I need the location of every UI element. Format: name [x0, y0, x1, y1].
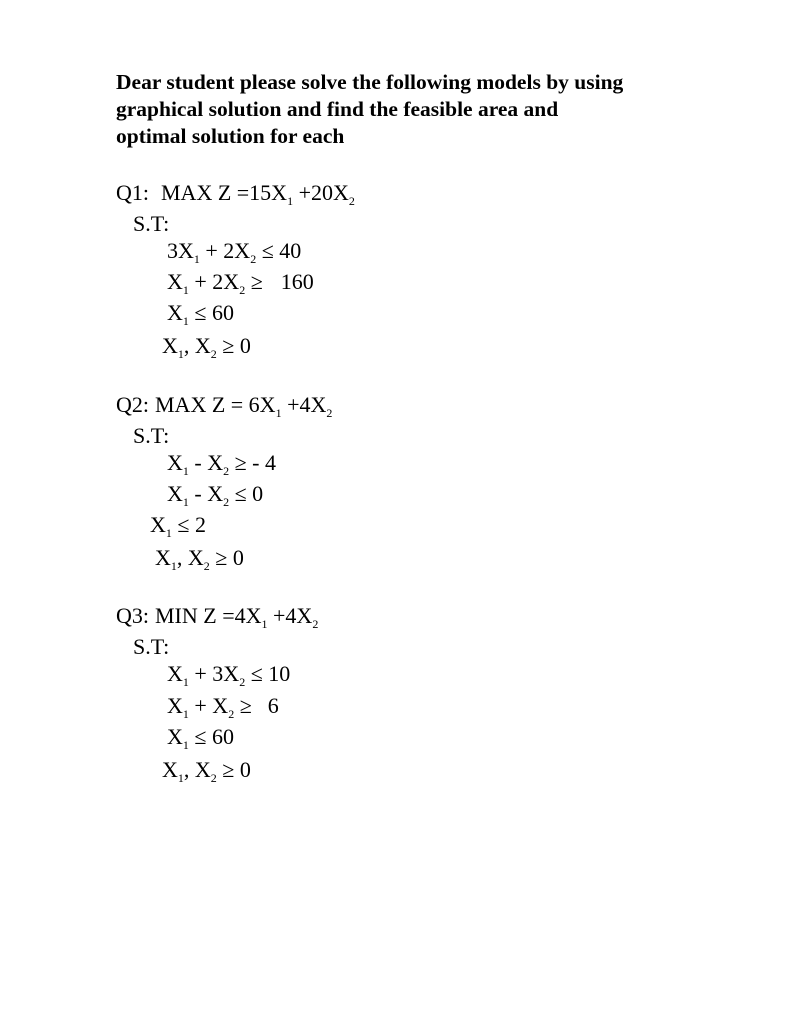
instructions-line-2: graphical solution and find the feasible area and: [116, 97, 559, 121]
q2-constraint-2: $X_1 - X_2 \le 0$: [167, 481, 264, 509]
q3-constraint-2: $X_1 + X_2 \ge 6$: [167, 693, 279, 721]
q1-constraint-3: $X_1 \le 60$: [167, 300, 234, 328]
q3-constraint-1: $X_1 + 3X_2 \le 10$: [167, 661, 291, 689]
q1-objective: Q1: MAX $Z =15X_1 +20X_2$: [116, 180, 355, 208]
q1-subject-to: S.T:: [133, 211, 170, 236]
q3-constraint-3: $X_1 \le 60$: [167, 724, 234, 752]
q1-label: Q1:: [116, 180, 149, 205]
q2-label: Q2:: [116, 392, 149, 417]
q1-nonnegativity: $X_1$, $X_2 \ge 0$: [162, 333, 251, 361]
instructions-line-3: optimal solution for each: [116, 124, 345, 148]
q3-subject-to: S.T:: [133, 634, 170, 659]
q2-constraint-3: $X_1 \le 2$: [150, 512, 206, 540]
q2-constraint-1: $X_1 - X_2$ ≥ - 4: [167, 450, 277, 478]
q1-constraint-2: $X_1 + 2X_2 \ge 160$: [167, 269, 314, 297]
q1-constraint-1: $3X_1 + 2X_2 \le 40$: [167, 238, 302, 266]
q2-subject-to: S.T:: [133, 423, 170, 448]
instructions-heading: [116, 69, 716, 150]
q3-objective: Q3: MIN $Z =4X_1 +4X_2$: [116, 603, 319, 631]
q3-nonnegativity: $X_1$, $X_2 \ge 0$: [162, 757, 251, 785]
q2-nonnegativity: $X_1$, $X_2 \ge 0$: [155, 545, 244, 573]
instructions-line-1: Dear student please solve the following models by using: [116, 70, 624, 94]
q3-label: Q3:: [116, 603, 149, 628]
q2-objective: Q2: MAX $Z = 6X_1 +4X_2$: [116, 392, 333, 420]
